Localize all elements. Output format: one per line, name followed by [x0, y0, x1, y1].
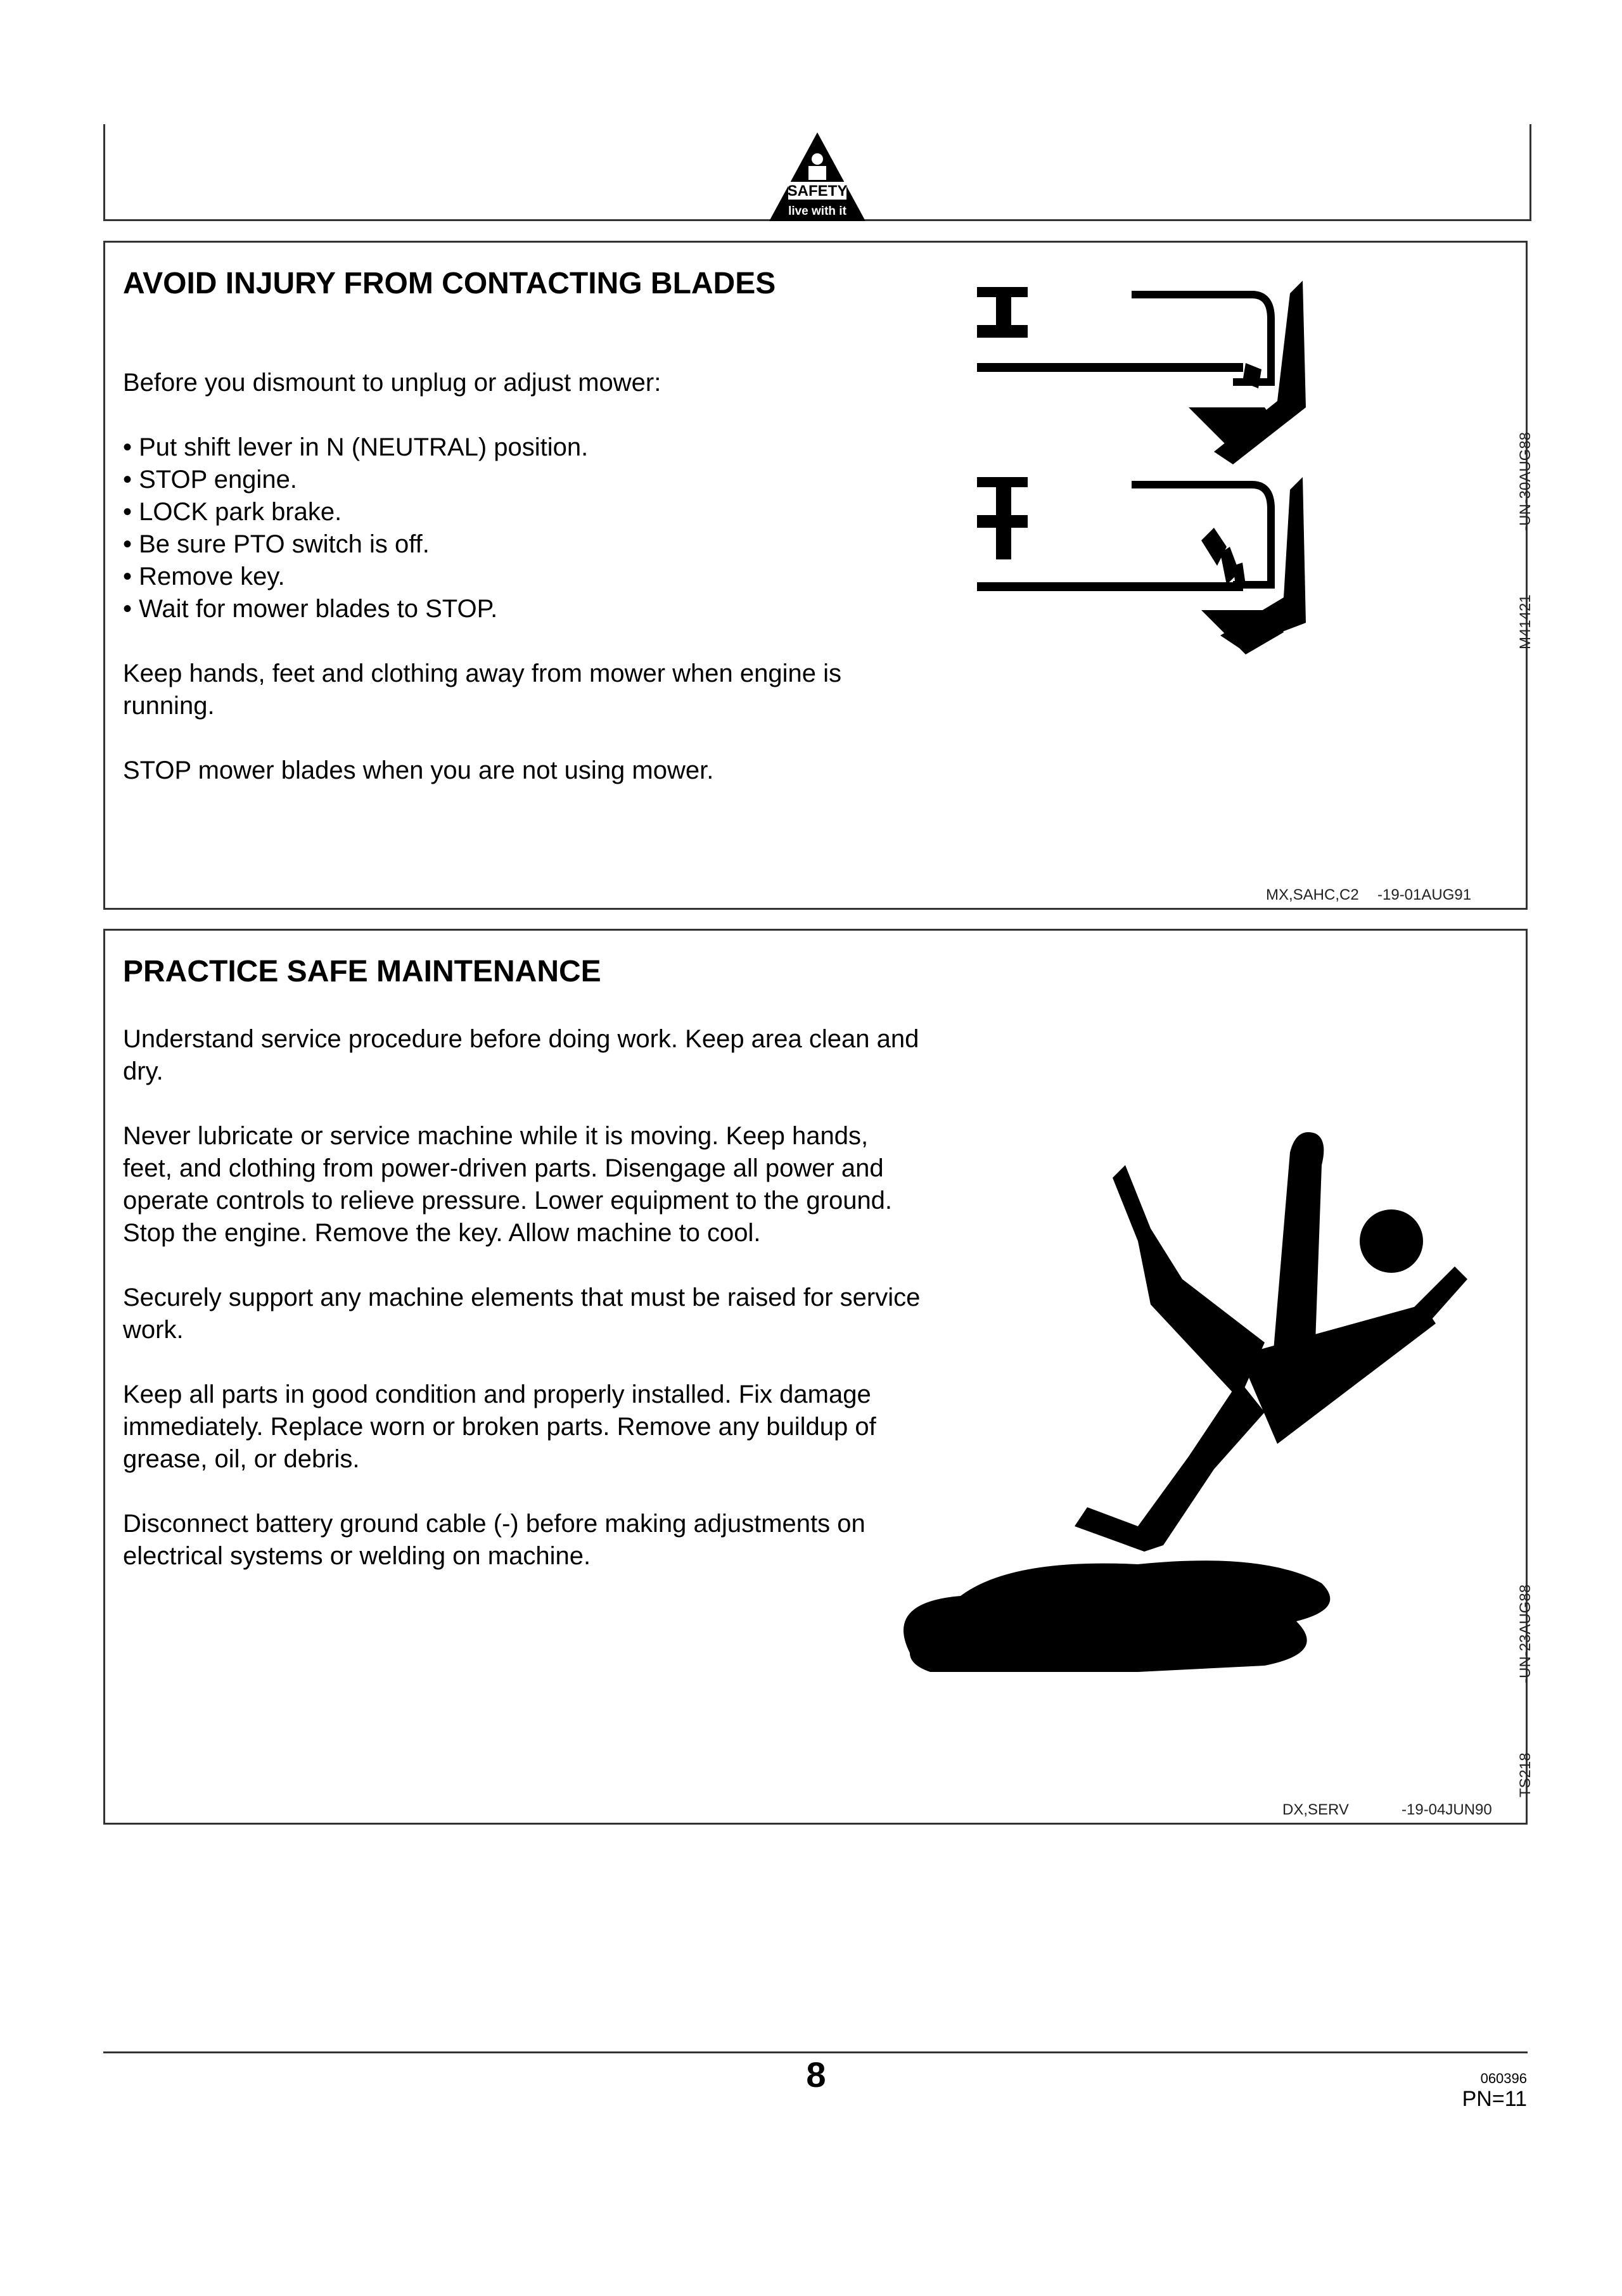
safety-symbol-subtext: live with it [788, 205, 846, 218]
list-item: • Remove key. [123, 563, 285, 590]
publication-code: 060396 [1480, 2070, 1527, 2086]
list-item: • Put shift lever in N (NEUTRAL) position. [123, 433, 589, 461]
section1-body [123, 367, 921, 787]
section1-intro: Before you dismount to unplug or adjust mower: [123, 369, 661, 397]
list-item: • LOCK park brake. [123, 498, 342, 526]
section2-paragraph: Disconnect battery ground cable (-) before making adjustments on electrical systems or welding on machine. [123, 1510, 865, 1570]
slipping-person-illustration [884, 1114, 1467, 1672]
footer-rule [103, 2051, 1528, 2053]
list-item: • STOP engine. [123, 466, 297, 494]
section2-body [123, 1023, 921, 1572]
safety-alert-icon [767, 130, 868, 222]
section1-bullet-list [123, 431, 921, 625]
section1-footer-id: MX,SAHC,C2 [1266, 886, 1359, 903]
section2-paragraph: Keep all parts in good condition and properly installed. Fix damage immediately. Replace worn or broken parts. Remove any buildup of grease, oil, or debris. [123, 1381, 876, 1473]
section1-footer-date: -19-01AUG91 [1377, 886, 1472, 903]
section2-paragraph: Understand service procedure before doing work. Keep area clean and dry. [123, 1025, 919, 1085]
section1-figure-date: -UN-30AUG88 [1517, 431, 1534, 531]
section2-paragraph: Never lubricate or service machine while it is moving. Keep hands, feet, and clothing from power-driven parts. Disengage all power and operate controls to relieve pressure. Lower equipment to the ground. Stop the engine. Remove the key. Allow machine to cool. [123, 1122, 893, 1247]
list-item: • Wait for mower blades to STOP. [123, 595, 498, 623]
section2-title: PRACTICE SAFE MAINTENANCE [123, 955, 601, 988]
section-contacting-blades [103, 241, 1534, 910]
section2-paragraph: Securely support any machine elements that must be raised for service work. [123, 1284, 921, 1344]
section-safe-maintenance [103, 929, 1534, 1825]
page-pn: PN=11 [1462, 2087, 1527, 2111]
section1-title: AVOID INJURY FROM CONTACTING BLADES [123, 267, 776, 300]
section2-figure-date: -UN-23AUG88 [1517, 1584, 1534, 1683]
section1-para1: Keep hands, feet and clothing away from mower when engine is running. [123, 660, 842, 720]
safety-symbol-text: SAFETY [787, 182, 848, 200]
section1-figure-code: M41421 [1517, 594, 1534, 649]
list-item: • Be sure PTO switch is off. [123, 530, 430, 558]
section2-figure-code: TS218 [1517, 1752, 1534, 1797]
section2-footer-id: DX,SERV [1282, 1801, 1349, 1818]
mower-blade-hazard-illustration [973, 268, 1493, 673]
section1-para2: STOP mower blades when you are not using mower. [123, 756, 714, 784]
section2-footer-date: -19-04JUN90 [1402, 1801, 1492, 1818]
page-number: 8 [806, 2055, 826, 2095]
